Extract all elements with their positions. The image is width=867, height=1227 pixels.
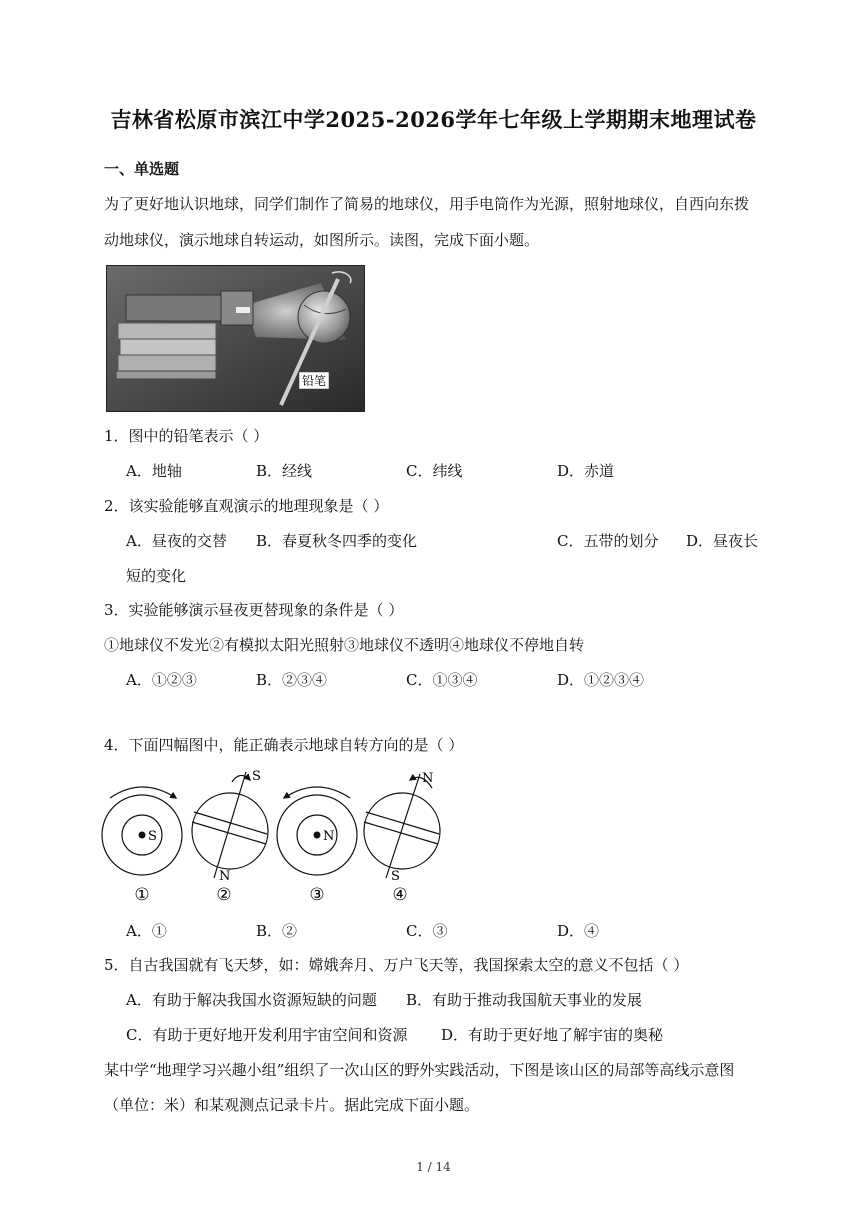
- q5-option-b[interactable]: B．有助于推动我国航天事业的发展: [406, 991, 643, 1009]
- figure-4-top-label: N: [422, 771, 434, 786]
- q3-option-b[interactable]: B．②③④: [256, 671, 328, 689]
- q1-option-d[interactable]: D．赤道: [557, 462, 615, 480]
- figure-1-polar-view: [102, 787, 182, 905]
- q2-option-c[interactable]: C．五带的划分: [557, 532, 659, 550]
- q1-option-c[interactable]: C．纬线: [406, 462, 463, 480]
- section-heading: 一、单选题: [104, 160, 180, 178]
- flashlight: [126, 291, 253, 325]
- figure-4-bottom-label: S: [391, 869, 400, 884]
- q1-option-b[interactable]: B．经线: [256, 462, 313, 480]
- material-paragraph-line: （单位：米）和某观测点记录卡片。据此完成下面小题。: [104, 1096, 480, 1114]
- q3-option-a[interactable]: A．①②③: [126, 671, 197, 689]
- question-3-stem: 3．实验能够演示昼夜更替现象的条件是（ ）: [104, 601, 404, 619]
- figure-4-number: ④: [392, 885, 408, 905]
- exam-title: 吉林省松原市滨江中学2025-2026学年七年级上学期期末地理试卷: [110, 107, 757, 132]
- figure-2-number: ②: [216, 885, 232, 905]
- q3-option-d[interactable]: D．①②③④: [557, 671, 645, 689]
- book-stack: [116, 323, 216, 379]
- question-5-stem: 5．自古我国就有飞天梦，如：嫦娥奔月、万户飞天等，我国探索太空的意义不包括（ ）: [104, 956, 689, 974]
- q2-option-d-continued: 短的变化: [126, 567, 187, 585]
- q4-option-b[interactable]: B．②: [256, 922, 298, 940]
- intro-paragraph-line: 为了更好地认识地球，同学们制作了简易的地球仪，用手电筒作为光源，照射地球仪，自西向东拨: [104, 195, 750, 213]
- figure-1-number: ①: [134, 885, 150, 905]
- q2-option-d[interactable]: D．昼夜长: [686, 532, 759, 550]
- figure-3-pole-label: N: [323, 829, 335, 844]
- page-number: 1 / 14: [416, 1160, 451, 1174]
- q2-option-b[interactable]: B．春夏秋冬四季的变化: [256, 532, 418, 550]
- q2-option-a[interactable]: A．昼夜的交替: [126, 532, 227, 550]
- material-paragraph-line: 某中学“地理学习兴趣小组”组织了一次山区的野外实践活动，下图是该山区的局部等高线示意图: [104, 1061, 735, 1079]
- q5-option-c[interactable]: C．有助于更好地开发利用宇宙空间和资源: [126, 1026, 408, 1044]
- q5-option-a[interactable]: A．有助于解决我国水资源短缺的问题: [126, 991, 377, 1009]
- question-2-stem: 2．该实验能够直观演示的地理现象是（ ）: [104, 497, 389, 515]
- q4-option-a[interactable]: A．①: [126, 922, 167, 940]
- q1-option-a[interactable]: A．地轴: [126, 462, 182, 480]
- figure-4-side-view: [364, 771, 440, 905]
- pencil-label: 铅笔: [301, 374, 327, 388]
- earth-rotation-diagrams: [100, 768, 450, 908]
- q4-option-d[interactable]: D．④: [557, 922, 600, 940]
- figure-2-side-view: [192, 769, 268, 905]
- q4-option-c[interactable]: C．③: [406, 922, 448, 940]
- figure-1-pole-label: S: [148, 829, 157, 844]
- q5-option-d[interactable]: D．有助于更好地了解宇宙的奥秘: [441, 1026, 664, 1044]
- intro-paragraph-line: 动地球仪，演示地球自转运动，如图所示。读图，完成下面小题。: [104, 231, 540, 249]
- figure-2-bottom-label: N: [219, 869, 231, 884]
- figure-3-polar-view: [277, 787, 357, 905]
- figure-2-top-label: S: [252, 769, 261, 784]
- figure-3-number: ③: [309, 885, 325, 905]
- question-3-conditions: ①地球仪不发光②有模拟太阳光照射③地球仪不透明④地球仪不停地自转: [104, 636, 585, 654]
- question-1-stem: 1．图中的铅笔表示（ ）: [104, 427, 269, 445]
- question-4-stem: 4．下面四幅图中，能正确表示地球自转方向的是（ ）: [104, 736, 464, 754]
- globe-experiment-photo: [106, 265, 365, 412]
- q3-option-c[interactable]: C．①③④: [406, 671, 478, 689]
